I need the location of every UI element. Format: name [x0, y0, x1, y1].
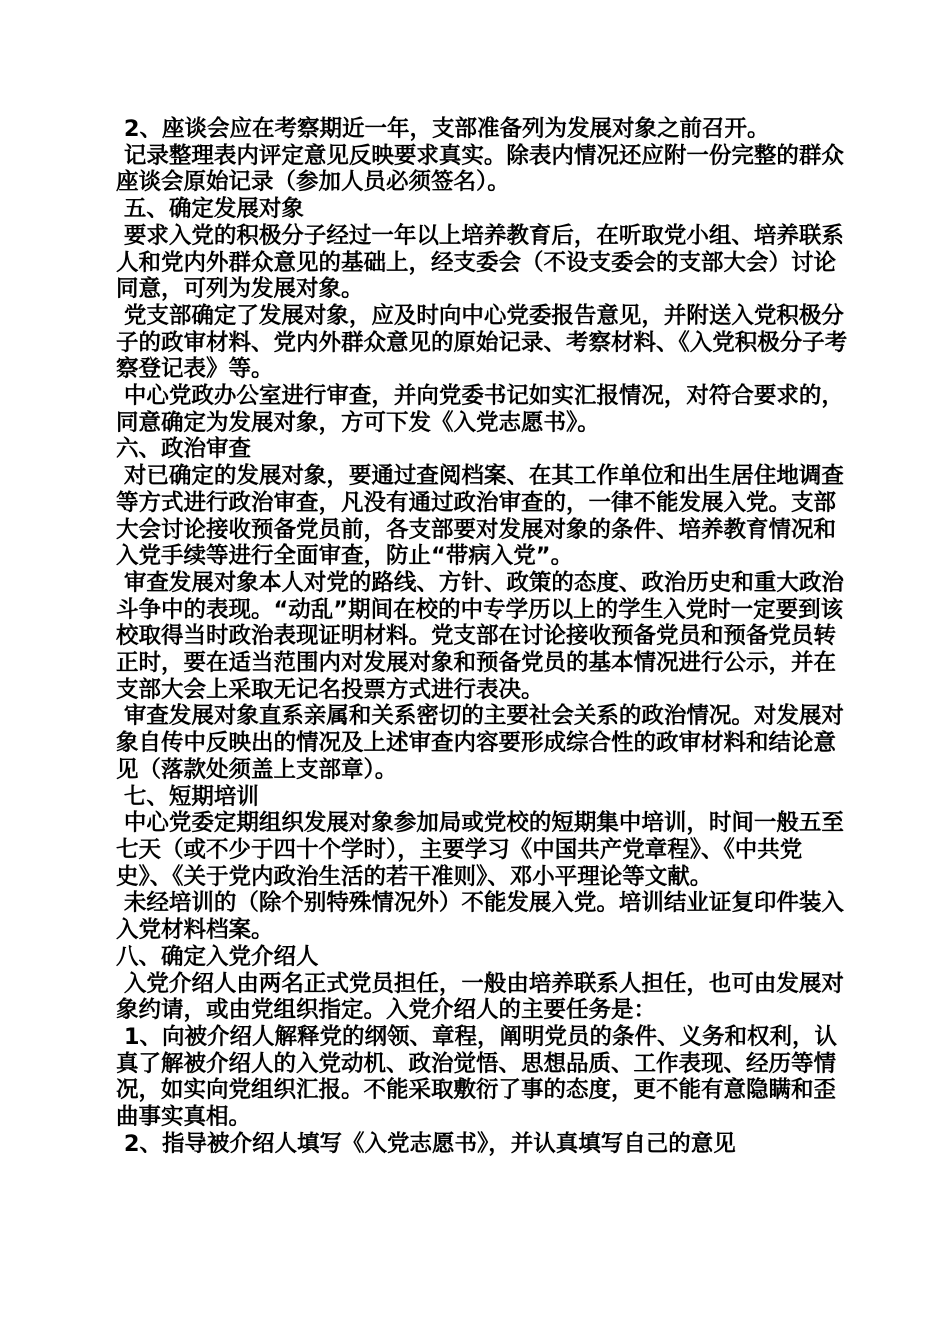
- section-heading-8: 八、确定入党介绍人: [116, 943, 319, 970]
- paragraph-training-certificate: 未经培训的（除个别特殊情况外）不能发展入党。培训结业证复印件装入入党材料档案。: [116, 890, 844, 944]
- paragraph-introducer: 入党介绍人由两名正式党员担任，一般由培养联系人担任，也可由发展对象约请，或由党组织指定。入党介绍人的主要任务是：: [116, 970, 844, 1024]
- paragraph-branch-report: 党支部确定了发展对象，应及时向中心党委报告意见，并附送入党积极分子的政审材料、党内外群众意见的原始记录、考察材料、《入党积极分子考察登记表》等。: [116, 302, 848, 383]
- section-heading-5: 五、确定发展对象: [116, 196, 304, 223]
- paragraph-introducer-task-2: 2、指导被介绍人填写《入党志愿书》，并认真填写自己的意见: [116, 1130, 736, 1157]
- section-heading-6: 六、政治审查: [116, 436, 252, 463]
- paragraph-development-requirement: 要求入党的积极分子经过一年以上培养教育后，在听取党小组、培养联系人和党内外群众意见的基础上，经支委会（不设支委会的支部大会）讨论同意，可列为发展对象。: [116, 222, 844, 303]
- section-heading-7: 七、短期培训: [116, 783, 259, 810]
- paragraph-training: 中心党委定期组织发展对象参加局或党校的短期集中培训，时间一般五至七天（或不少于四十个学时），主要学习《中国共产党章程》、《中共党史》、《关于党内政治生活的若干准则》、邓小平理论等文献。: [116, 810, 844, 890]
- paragraph-review-attitude: 审查发展对象本人对党的路线、方针、政策的态度、政治历史和重大政治斗争中的表现。“动乱”期间在校的中专学历以上的学生入党时一定要到该校取得当时政治表现证明材料。党支部在讨论接收预备党员和预备党员转正时，要在适当范围内对发展对象和预备党员的基本情况进行公示，并在支部大会上采取无记名投票方式进行表决。: [116, 569, 844, 703]
- paragraph-introducer-task-1: 1、向被介绍人解释党的纲领、章程，阐明党员的条件、义务和权利，认真了解被介绍人的入党动机、政治觉悟、思想品质、工作表现、经历等情况，如实向党组织汇报。不能采取敷衍了事的态度，更不能有意隐瞒和歪曲事实真相。: [116, 1023, 838, 1131]
- paragraph-political-review: 对已确定的发展对象，要通过查阅档案、在其工作单位和出生居住地调查等方式进行政治审查，凡没有通过政治审查的，一律不能发展入党。支部大会讨论接收预备党员前，各支部要对发展对象的条件、培养教育情况和入党手续等进行全面审查，防止“带病入党”。: [116, 463, 844, 570]
- paragraph-forum-timing: 2、座谈会应在考察期近一年，支部准备列为发展对象之前召开。: [116, 116, 770, 142]
- paragraph-office-review: 中心党政办公室进行审查，并向党委书记如实汇报情况，对符合要求的，同意确定为发展对象，方可下发《入党志愿书》。: [116, 383, 844, 436]
- paragraph-forum-record: 记录整理表内评定意见反映要求真实。除表内情况还应附一份完整的群众座谈会原始记录（参加人员必须签名）。: [116, 142, 844, 196]
- document-body: [116, 116, 856, 1157]
- paragraph-review-relatives: 审查发展对象直系亲属和关系密切的主要社会关系的政治情况。对发展对象自传中反映出的情况及上述审查内容要形成综合性的政审材料和结论意见（落款处须盖上支部章）。: [116, 703, 844, 783]
